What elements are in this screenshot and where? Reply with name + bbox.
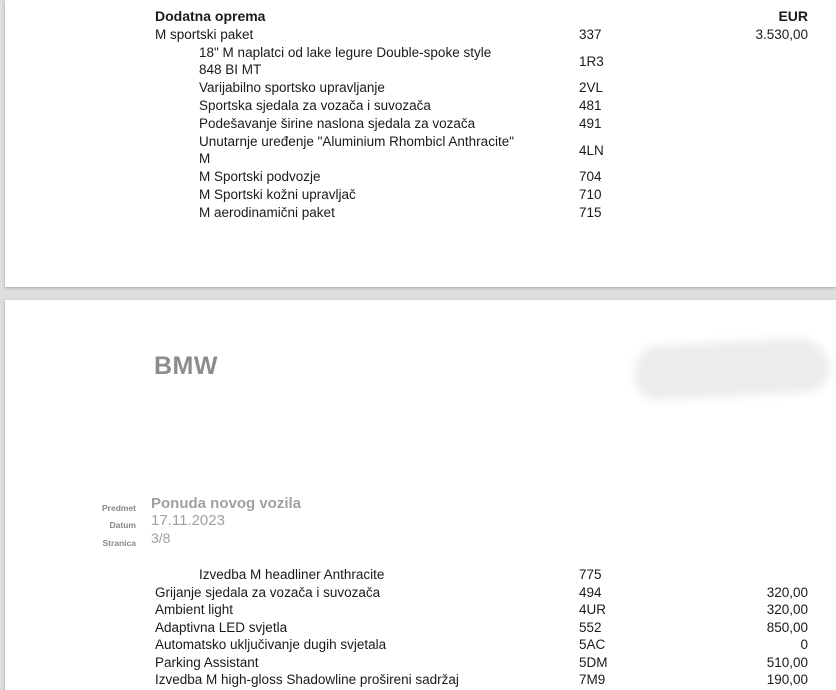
option-price: 190,00 — [766, 672, 808, 687]
package-item-desc-line: M Sportski podvozje — [199, 169, 321, 184]
subject-value: Ponuda novog vozila — [151, 495, 302, 512]
package-item-row — [5, 168, 836, 185]
package-item-desc-line: M — [199, 151, 211, 166]
package-item-desc-line: Sportska sjedala za vozača i suvozača — [199, 98, 431, 113]
package-item-code: 715 — [579, 205, 602, 220]
option-code: 5DM — [579, 654, 608, 670]
date-label: Datum — [109, 520, 136, 530]
package-item-row — [5, 44, 836, 78]
package-item-code: 2VL — [579, 80, 604, 95]
option-code: 552 — [579, 619, 602, 635]
package-item-code: 4LN — [579, 142, 604, 158]
package-item-desc-line: Podešavanje širine naslona sjedala za vozača — [199, 116, 476, 131]
option-desc: Izvedba M headliner Anthracite — [199, 567, 385, 582]
package-item-desc-line: M aerodinamični paket — [199, 205, 335, 220]
package-item-row — [5, 133, 836, 167]
page-number-label: Stranica — [102, 538, 136, 548]
package-price: 3.530,00 — [755, 27, 808, 42]
package-item-code: 710 — [579, 187, 602, 202]
package-item-desc-line: 18" M naplatci od lake legure Double-spoke style — [199, 45, 492, 60]
option-code: 494 — [579, 584, 602, 600]
package-item-row — [5, 79, 836, 96]
option-desc: Parking Assistant — [155, 654, 259, 670]
option-desc: Grijanje sjedala za vozača i suvozača — [155, 584, 381, 600]
package-item-row — [5, 115, 836, 132]
option-price: 320,00 — [766, 584, 808, 600]
option-price: 0 — [800, 637, 808, 652]
document-page-2 — [5, 300, 836, 690]
package-item-desc-line: Unutarnje uređenje "Aluminium Rhombicl Anthracite" — [199, 134, 514, 149]
page-number-value: 3/8 — [151, 530, 171, 546]
package-item-desc-line: 848 BI MT — [199, 62, 262, 77]
document-page-1 — [5, 0, 836, 287]
option-code: 775 — [579, 567, 602, 582]
option-code: 5AC — [579, 637, 606, 652]
option-price: 850,00 — [766, 619, 808, 635]
package-item-row — [5, 186, 836, 203]
package-name: M sportski paket — [155, 27, 254, 42]
bmw-logo-text: BMW — [154, 352, 218, 380]
option-desc: Adaptivna LED svjetla — [155, 619, 288, 635]
date-value: 17.11.2023 — [151, 512, 225, 529]
option-price: 510,00 — [766, 654, 808, 670]
subject-label: Predmet — [101, 503, 136, 513]
option-code: 7M9 — [579, 672, 606, 687]
option-desc: Izvedba M high-gloss Shadowline prošireni sadržaj — [155, 672, 459, 687]
redacted-area — [640, 343, 824, 394]
package-item-code: 704 — [579, 169, 602, 184]
options-header-title: Dodatna oprema — [155, 8, 266, 24]
package-item-row — [5, 204, 836, 221]
currency-header: EUR — [778, 8, 808, 24]
package-item-row — [5, 97, 836, 114]
package-item-desc-line: M Sportski kožni upravljač — [199, 187, 356, 202]
package-item-code: 1R3 — [579, 53, 604, 69]
package-item-desc-line: Varijabilno sportsko upravljanje — [199, 80, 385, 95]
package-code: 337 — [579, 27, 602, 42]
option-price: 320,00 — [766, 602, 808, 617]
option-code: 4UR — [579, 602, 607, 617]
package-item-code: 481 — [579, 98, 602, 113]
option-desc: Ambient light — [155, 602, 234, 617]
package-item-code: 491 — [579, 116, 602, 131]
option-desc: Automatsko uključivanje dugih svjetala — [155, 637, 387, 652]
